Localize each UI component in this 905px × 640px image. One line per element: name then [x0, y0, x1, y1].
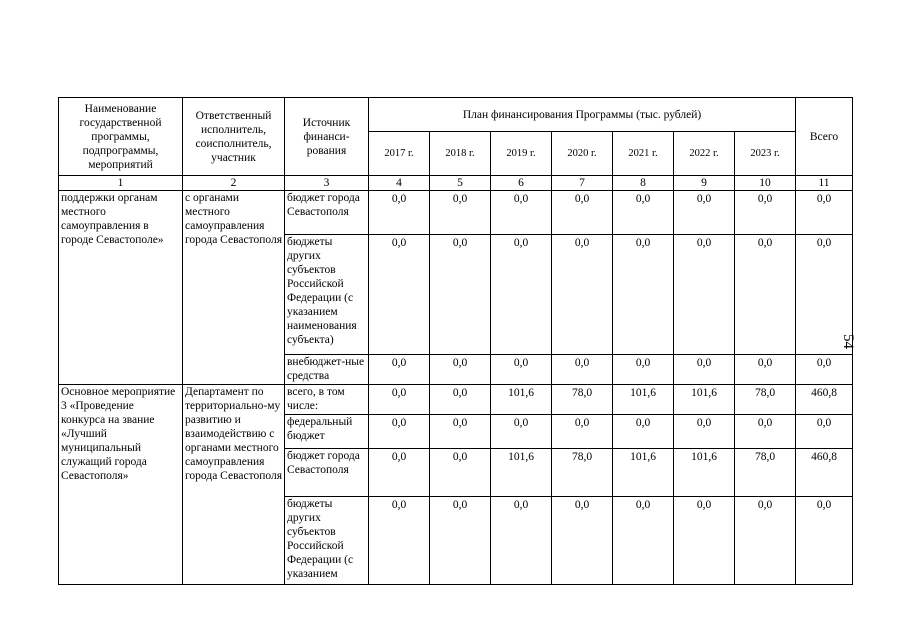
source-cell: бюджеты других субъектов Российской Федерации (с указанием наименования субъекта) [285, 235, 369, 355]
value-cell: 0,0 [491, 355, 552, 385]
header-total: Всего [796, 98, 853, 176]
header-year: 2023 г. [735, 132, 796, 176]
value-cell: 0,0 [613, 415, 674, 449]
program-name-cell: поддержки органам местного самоуправления в городе Севастополе» [59, 191, 183, 385]
value-cell: 0,0 [369, 449, 430, 497]
value-cell: 0,0 [735, 355, 796, 385]
value-cell: 0,0 [613, 191, 674, 235]
value-cell: 78,0 [735, 385, 796, 415]
column-number: 7 [552, 176, 613, 191]
value-cell: 0,0 [674, 355, 735, 385]
source-cell: федеральный бюджет [285, 415, 369, 449]
header-program-name: Наименование государственной программы, подпрограммы, мероприятий [59, 98, 183, 176]
column-number: 11 [796, 176, 853, 191]
column-number: 4 [369, 176, 430, 191]
value-cell: 0,0 [674, 497, 735, 585]
value-cell: 0,0 [613, 497, 674, 585]
value-cell: 0,0 [796, 355, 853, 385]
value-cell: 0,0 [735, 415, 796, 449]
value-cell: 0,0 [430, 355, 491, 385]
value-cell: 460,8 [796, 449, 853, 497]
value-cell: 0,0 [491, 497, 552, 585]
source-cell: бюджет города Севастополя [285, 191, 369, 235]
value-cell: 0,0 [491, 235, 552, 355]
executor-cell: с органами местного самоуправления города Севастополя [183, 191, 285, 385]
header-source: Источник финанси-рования [285, 98, 369, 176]
value-cell: 0,0 [796, 191, 853, 235]
value-cell: 0,0 [735, 497, 796, 585]
column-number: 3 [285, 176, 369, 191]
value-cell: 0,0 [674, 415, 735, 449]
value-cell: 0,0 [674, 191, 735, 235]
value-cell: 0,0 [369, 497, 430, 585]
value-cell: 0,0 [369, 415, 430, 449]
value-cell: 0,0 [369, 355, 430, 385]
table-row [59, 191, 853, 235]
program-name-cell: Основное мероприятие 3 «Проведение конкурса на звание «Лучший муниципальный служащий города Севастополя» [59, 385, 183, 585]
value-cell: 0,0 [552, 497, 613, 585]
header-plan: План финансирования Программы (тыс. рублей) [369, 98, 796, 132]
value-cell: 460,8 [796, 385, 853, 415]
value-cell: 101,6 [613, 449, 674, 497]
value-cell: 0,0 [796, 235, 853, 355]
value-cell: 0,0 [369, 385, 430, 415]
source-cell: бюджет города Севастополя [285, 449, 369, 497]
value-cell: 101,6 [674, 385, 735, 415]
value-cell: 0,0 [430, 235, 491, 355]
column-number: 8 [613, 176, 674, 191]
value-cell: 0,0 [430, 415, 491, 449]
value-cell: 0,0 [735, 191, 796, 235]
value-cell: 78,0 [552, 385, 613, 415]
value-cell: 0,0 [796, 497, 853, 585]
value-cell: 0,0 [430, 449, 491, 497]
value-cell: 0,0 [552, 191, 613, 235]
column-number: 2 [183, 176, 285, 191]
header-year: 2021 г. [613, 132, 674, 176]
value-cell: 0,0 [369, 191, 430, 235]
value-cell: 0,0 [674, 235, 735, 355]
header-executor: Ответственный исполнитель, соисполнитель, участник [183, 98, 285, 176]
value-cell: 101,6 [613, 385, 674, 415]
table-row [59, 385, 853, 415]
source-cell: всего, в том числе: [285, 385, 369, 415]
value-cell: 101,6 [491, 449, 552, 497]
source-cell: бюджеты других субъектов Российской Федерации (с указанием [285, 497, 369, 585]
value-cell: 78,0 [552, 449, 613, 497]
page-number: 54 [840, 334, 856, 349]
header-year: 2019 г. [491, 132, 552, 176]
value-cell: 0,0 [552, 355, 613, 385]
column-number: 5 [430, 176, 491, 191]
value-cell: 0,0 [613, 235, 674, 355]
header-year: 2018 г. [430, 132, 491, 176]
value-cell: 0,0 [369, 235, 430, 355]
value-cell: 101,6 [491, 385, 552, 415]
value-cell: 78,0 [735, 449, 796, 497]
column-number: 6 [491, 176, 552, 191]
value-cell: 0,0 [552, 415, 613, 449]
column-number: 10 [735, 176, 796, 191]
value-cell: 0,0 [796, 415, 853, 449]
value-cell: 0,0 [735, 235, 796, 355]
value-cell: 0,0 [430, 191, 491, 235]
value-cell: 0,0 [491, 415, 552, 449]
column-number: 1 [59, 176, 183, 191]
value-cell: 0,0 [491, 191, 552, 235]
financing-table [58, 97, 853, 585]
value-cell: 0,0 [552, 235, 613, 355]
value-cell: 101,6 [674, 449, 735, 497]
column-number: 9 [674, 176, 735, 191]
header-year: 2022 г. [674, 132, 735, 176]
header-year: 2020 г. [552, 132, 613, 176]
value-cell: 0,0 [430, 385, 491, 415]
source-cell: внебюджет-ные средства [285, 355, 369, 385]
executor-cell: Департамент по территориально-му развитию и взаимодействию с органами местного самоуправления города Севастополя [183, 385, 285, 585]
value-cell: 0,0 [613, 355, 674, 385]
header-year: 2017 г. [369, 132, 430, 176]
value-cell: 0,0 [430, 497, 491, 585]
